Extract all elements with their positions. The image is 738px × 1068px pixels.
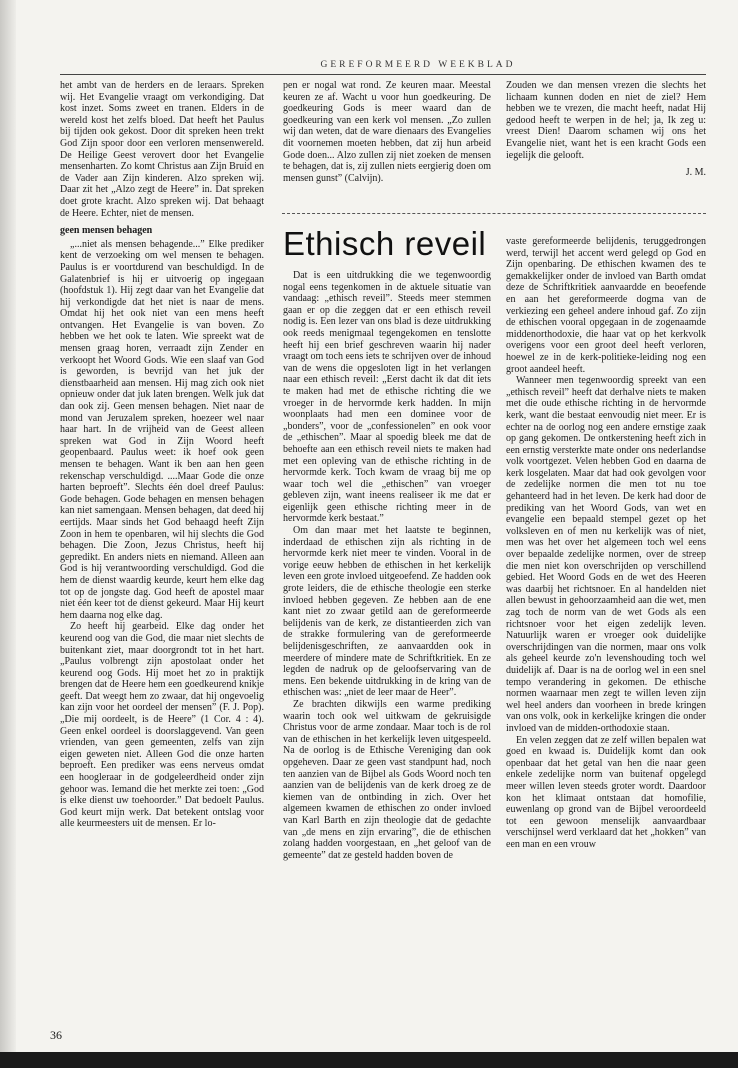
article-title: Ethisch reveil <box>283 225 487 262</box>
paragraph: En velen zeggen dat ze zelf willen bepalen wat goed en kwaad is. Duidelijk komt dan ook openbaar dat het getal van hen die naar geen enkele zedelijke norm van buitenaf opgelegd meer willen leven steeds groter wordt. Daardoor kon het klimaat ontstaan dat homofilie, euwenlang op grond van de Bijbel veroordeeld tot een gewoon menselijk aanvaardbaar verschijnsel werd verklaard dat het „hokken” van een man en een vrouw <box>506 734 706 850</box>
paragraph: Om dan maar met het laatste te beginnen, inderdaad de ethischen zijn als richting in de hervormde kerk niet meer te vinden. Vooral in de vorige eeuw hebben de ethischen in het kerkelijk leven een grote invloed uitgeoefend. Ze hadden ook grote leiders, die de ethische theologie een sterke invloed hebben gegeven. Ze hebben aan de ene kant niet zo zwaar getild aan de gereformeerde belijdenis van de kerk, ze distantieerden zich van de strakke formulering van de gereformeerde belijdenisgeschriften, ze aanvaardden ook in meerdere of mindere mate de Schriftkritiek. En ze legden de nadruk op de geloofservaring van de mens. Een bekende uitdrukking in de kring van de ethischen was: „niet de leer maar de Heer”. <box>283 525 491 699</box>
article-column-a <box>283 270 491 861</box>
paragraph: pen er nogal wat rond. Ze keuren maar. Meestal keuren ze af. Wacht u voor hun goedkeuring. De goedkeuring Gods is meer waard dan de goedkeuring van een kerk vol mensen. „Zo zullen wij dan weten, dat de ware dienaars des Evangelies dit voornemen moeten hebben, dat zij hun arbeid Gode doen... Alzo zullen zij niet zoeken de mensen te behagen, dat is, zij zullen niets eergierig doen om mensen gunst” (Calvijn). <box>283 80 491 184</box>
paragraph: „...niet als mensen behagende...” Elke prediker kent de verzoeking om wel mensen te behagen. Paulus is er voortdurend van beschuldigd. In de Galatenbrief is hij er uitvoerig op ingegaan (hoofdstuk 1). Hij zegt daar van het Evangelie dat hij verkondigde dat het niet is naar de mens. Omdat hij het ook niet van een mens heeft ontvangen. Het Evangelie is van boven. Zo hebben we het ook te laten. Wie spreekt wat de mensen graag horen, verraadt zijn Zender en verkoopt het Woord Gods. Wie een slaaf van God is geworden, is bevrijd van het juk der dienstbaarheid aan mensen. Hij mag zich ook niet opnieuw onder dat juk laten brengen. Welk juk dat dan ook zij. Geen mensen behagen. Niet naar de mond van Jeruzalem spreken, hoezeer wel naar haar hart. In de vrijheid van de Geest alleen spreken wat God in Zijn Woord heeft geopenbaard. Paulus weet: ik hoef ook geen mensen te behagen. Want ik ben aan hen geen rekenschap verschuldigd. ....Maar Gode die onze harten beproeft”. Slechts één doel dreef Paulus: Gode behagen. Gode behagen en mensen behagen kan niet samengaan. Mensen behagen, dat deed hij eertijds. Maar sinds het God behaagd heeft Zijn Zoon in hem te openbaren, wil hij slechts die God behagen. Die Zoon, Jezus Christus, heeft hij gepredikt. En anders niets en niemand. Alleen aan God is hij verantwoording verschuldigd. God die hem de dienst waardig keurde, keurt hem elke dag tot op de jongste dag. God heeft de apostel maar niet één keer tot de dienst gekeurd. Maar Hij keurt hem daarna nog elke dag. <box>60 238 264 621</box>
paragraph: Wanneer men tegenwoordig spreekt van een „ethisch reveil” heeft dat derhalve niets te maken met die oude ethische richting in de hervormde kerk, want die bestaat eenvoudig niet meer. Er is echter na de oorlog nog een andere ernstige zaak op gang gekomen. De ontkerstening heeft zich in een ernstig versterkte mate onder ons nederlandse volk voortgezet. Velen hebben God en daarna de kerk losgelaten. Maar dat had ook gevolgen voor de zedelijke normen die men tot nu toe gehanteerd had in het leven. De kerk had door de prediking van het Woord Gods, van wet en evangelie een bepaald stempel gezet op het volksleven en of men nu kerkelijk was of niet, men was het over het algemeen toch wel eens over bepaalde zedelijke normen, over de streep die men niet kon overschrijden op verschillend gebied. Het Woord Gods en de wet des Heeren was daarbij het richtsnoer. En al handelden niet allen bewust in gehoorzaamheid aan die wet, men zag toch de norm van de wet Gods als een richtsnoer voor het eigen zedelijk leven. Natuurlijk waren er vroeger ook duidelijke overschrijdingen van die normen, maar ons volk als geheel keurde zo'n levenshouding toch wel duidelijk af. Daar is na de oorlog wel in een snel tempo verandering in gekomen. De ethische normen waarnaar men zegt te willen leven zijn wel heel anders dan voorheen in brede kringen van ons volk, ook in kerkelijke kringen die onder invloed van de midden-orthodoxie staan. <box>506 375 706 734</box>
column-middle-top <box>283 80 491 184</box>
intro-paragraph: het ambt van de herders en de leraars. Spreken wij. Het Evangelie vraagt om verkondiging. Dat kost inzet. Soms zweet en tranen. Elders in de wereld kost het zelfs bloed. Dat heeft het Paulus bij tijden ook gekost. Door dit spreken heen trekt God Zijn spoor door een verloren mensenwereld. De Heilige Geest verovert door het Evangelie mensenharten. Zo komt Christus aan Zijn Bruid en de Vader aan Zijn kinderen. Alzo spreken wij. Daar zit het „Alzo zegt de Heere” in. Dat spreken doet grote kracht. Alzo spreken wij. Dat behaagt de Heere. Echter, niet de mensen. <box>60 80 264 219</box>
paragraph: vaste gereformeerde belijdenis, teruggedrongen werd, terwijl het accent werd gelegd op God en Zijn openbaring. De ethischen kwamen des te gemakkelijker onder de invloed van Barth omdat deze de Schriftkritiek aanvaardde en beoefende en aan het gereformeerde dogma van de verkiezing een geheel andere inhoud gaf. Zo zijn de ethischen vooral opgegaan in de zogenaamde middenorthodoxie, die haar vat op het kerkvolk overigens voor een groot deel heeft verloren, hoewel ze in de kerk-politieke-leiding nog een groot aandeel heeft. <box>506 236 706 375</box>
paragraph: Zo heeft hij gearbeid. Elke dag onder het keurend oog van die God, die maar niet slechts de buitenkant ziet, maar doorgrondt tot in het hart. „Paulus volbrengt zijn apostolaat onder het keurend oog Gods. Hij moet het zo in praktijk brengen dat de Heere hem een goedkeurend knikje geeft. Dat weegt hem zo zwaar, dat hij ongevoelig kan zijn voor het oordeel der mensen” (F. J. Pop). „Die mij oordeelt, is de Heere” (1 Cor. 4 : 4). Geen enkel oordeel is doorslaggevend. Van geen vrienden, van geen gemeenten, zelfs van zijn eigen geweten niet. Alleen God die onze harten beproeft. Een prediker was eens nerveus omdat een hoogleraar in de godgeleerdheid onder zijn gehoor was. Iemand die het merkte zei toen: „God is elke dienst uw toehoorder.” Dat bedoelt Paulus. God keurt mijn werk. Dat betekent ontslag voor alle keurmeesters uit de mensen. Er lo- <box>60 621 264 830</box>
column-left <box>60 80 264 830</box>
column-right-top <box>506 80 706 179</box>
scan-edge-shadow <box>0 0 16 1068</box>
header-rule <box>60 74 706 75</box>
author-signature: J. M. <box>685 167 706 179</box>
page-number: 36 <box>50 1028 62 1042</box>
paragraph: Ze brachten dikwijls een warme prediking waarin toch ook wel uitkwam de gekruisigde Christus voor de arme zondaar. Maar toch is de rol van de ethischen in het kerkelijk leven uitgespeeld. Na de oorlog is de Ethische Vereniging dan ook opgeheven. Daar ze geen vast standpunt had, noch ten aanzien van de Bijbel als Gods Woord noch ten aanzien van de belijdenis van de kerk droeg ze de kiemen van de ontbinding in zich. Over het algemeen kwamen de ethischen zo onder invloed van Karl Barth en zijn theologie dat de gedachte van „de mens en zijn ervaring”, die de ethischen zolang hadden voorgestaan, en „het geloof van de gemeente” dat ze gesteld hadden boven de <box>283 698 491 861</box>
section-heading: geen mensen behagen <box>60 225 153 237</box>
running-title: GEREFORMEERD WEEKBLAD <box>320 60 516 70</box>
scan-bottom-border <box>0 1052 738 1068</box>
paragraph: Dat is een uitdrukking die we tegenwoordig nogal eens tegenkomen in de aktuele situatie van vandaag: „ethisch reveil”. Steeds meer stemmen gaan er op die zeggen dat er een ethisch reveil nodig is. Een lezer van ons blad is deze uitdrukking ook reeds menigmaal tegengekomen en tenslotte heeft hij een brief geschreven waarin hij nader vraagt om toch eens iets te schrijven over de inhoud van de wens die opgesloten ligt in het verlangen naar een ethisch reveil: „Eerst dacht ik dat dit iets te maken had met de ethische richting die we vroeger in de hervormde kerk hadden. In mijn woonplaats had men een dominee voor de „bonders”, voor de „confessionelen” en ook voor de „ethischen”. Maar al spoedig bleek me dat de behoefte aan een ethisch reveil niets te maken had met een opleving van de ethische richting in de hervormde kerk. Toch kwam de vraag bij me op waar toch wel die „ethischen” van vroeger gebleven zijn, want ineens realiseer ik me dat er eigenlijk geen ethische richting meer in de hervormde kerk bestaat.” <box>283 270 491 525</box>
paragraph: Zouden we dan mensen vrezen die slechts het lichaam kunnen doden en niet de ziel? Hem hebben we te vrezen, die macht heeft, nadat Hij gedood heeft te werpen in de hel; ja, Ik zeg u: vreest Dien! Daarom schamen wij ons het Evangelie niet, want het is een kracht Gods een iegelijk die gelooft. <box>506 80 706 161</box>
article-separator <box>282 213 706 214</box>
article-column-b <box>506 236 706 850</box>
